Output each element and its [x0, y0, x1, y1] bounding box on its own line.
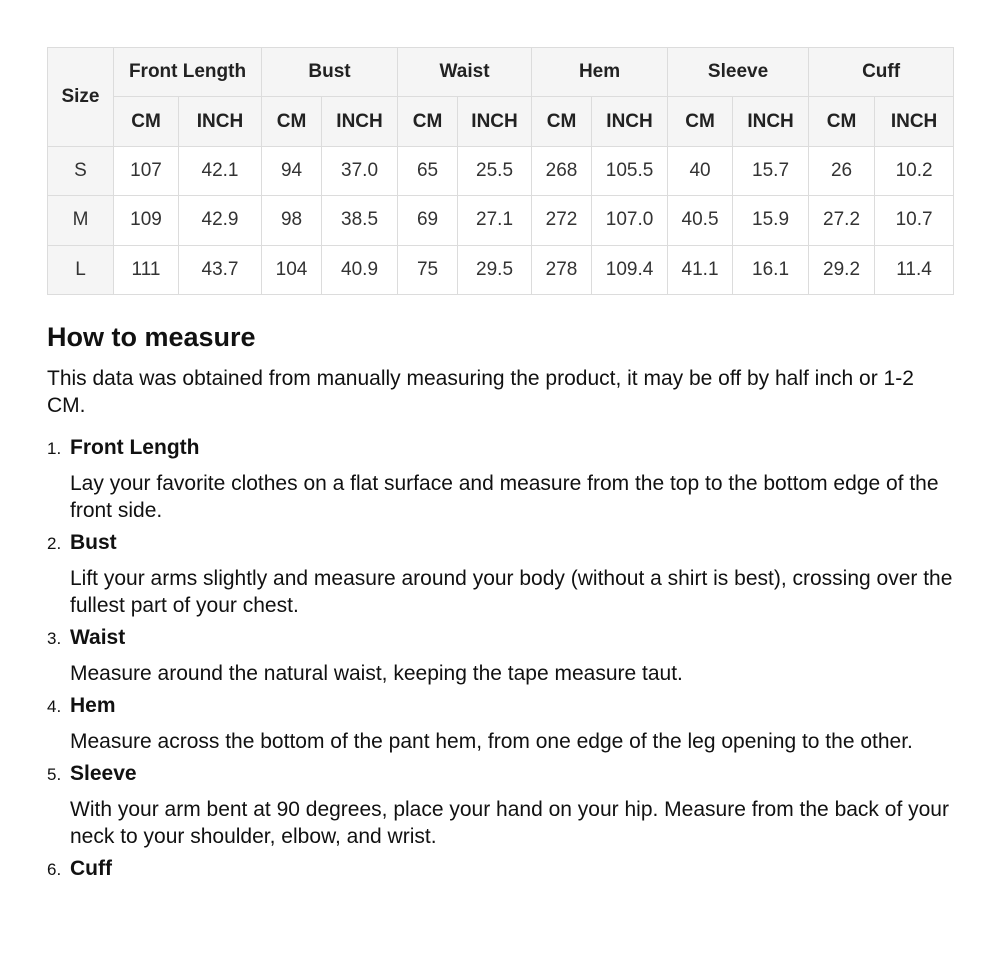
unit-header-cm: CM [668, 97, 733, 147]
step-number: 1. [47, 439, 62, 458]
measurement-cell: 98 [262, 196, 322, 245]
group-header-hem: Hem [532, 48, 668, 97]
table-row [48, 147, 954, 196]
step-number: 6. [47, 860, 62, 879]
measurement-cell: 94 [262, 147, 322, 196]
list-item [47, 857, 957, 891]
step-description: Lay your favorite clothes on a flat surface and measure from the top to the bottom edge of the front side. [70, 472, 939, 522]
list-item [47, 694, 957, 755]
table-header-row-units [48, 97, 954, 147]
measurement-cell: 15.7 [733, 147, 809, 196]
unit-header-inch: INCH [733, 97, 809, 147]
table-header-row-groups [48, 48, 954, 97]
measurement-cell: 29.2 [809, 245, 875, 294]
measurement-cell: 109 [114, 196, 179, 245]
size-label-cell: L [48, 245, 114, 294]
unit-header-cm: CM [262, 97, 322, 147]
step-description: Measure across the bottom of the pant hem, from one edge of the leg opening to the other. [70, 730, 913, 753]
step-title: Cuff [70, 857, 112, 880]
table-row [48, 245, 954, 294]
how-to-measure-title: How to measure [47, 322, 256, 352]
list-item [47, 626, 957, 687]
measurement-cell: 40 [668, 147, 733, 196]
size-column-header: Size [48, 48, 114, 147]
list-item [47, 436, 957, 524]
step-title: Front Length [70, 436, 200, 459]
measurement-cell: 109.4 [592, 245, 668, 294]
group-header-waist: Waist [398, 48, 532, 97]
measurement-cell: 107 [114, 147, 179, 196]
measurement-cell: 268 [532, 147, 592, 196]
measurement-cell: 107.0 [592, 196, 668, 245]
step-number: 2. [47, 534, 62, 553]
step-heading [47, 436, 957, 470]
step-title: Waist [70, 626, 126, 649]
step-title: Sleeve [70, 762, 137, 785]
measurement-cell: 40.9 [322, 245, 398, 294]
unit-header-inch: INCH [179, 97, 262, 147]
measurement-cell: 75 [398, 245, 458, 294]
unit-header-inch: INCH [458, 97, 532, 147]
measurement-cell: 43.7 [179, 245, 262, 294]
measurement-cell: 278 [532, 245, 592, 294]
size-chart-table [47, 47, 954, 295]
measurement-cell: 105.5 [592, 147, 668, 196]
step-title: Hem [70, 694, 116, 717]
measurement-cell: 27.2 [809, 196, 875, 245]
unit-header-inch: INCH [592, 97, 668, 147]
step-description: Measure around the natural waist, keeping the tape measure taut. [70, 662, 683, 685]
measurement-cell: 10.2 [875, 147, 954, 196]
measurement-cell: 42.1 [179, 147, 262, 196]
measurement-cell: 111 [114, 245, 179, 294]
measurement-cell: 65 [398, 147, 458, 196]
measurement-cell: 26 [809, 147, 875, 196]
step-description: With your arm bent at 90 degrees, place your hand on your hip. Measure from the back of your neck to your shoulder, elbow, and wrist. [70, 798, 949, 848]
measurement-steps-list [47, 436, 957, 891]
step-description: Lift your arms slightly and measure around your body (without a shirt is best), crossing over the fullest part of your chest. [70, 567, 953, 617]
step-heading [47, 626, 957, 660]
measurement-cell: 40.5 [668, 196, 733, 245]
step-number: 5. [47, 765, 62, 784]
unit-header-inch: INCH [322, 97, 398, 147]
measurement-cell: 25.5 [458, 147, 532, 196]
measurement-cell: 38.5 [322, 196, 398, 245]
measurement-cell: 37.0 [322, 147, 398, 196]
measurement-cell: 27.1 [458, 196, 532, 245]
measurement-cell: 104 [262, 245, 322, 294]
step-title: Bust [70, 531, 117, 554]
measurement-cell: 69 [398, 196, 458, 245]
measurement-cell: 15.9 [733, 196, 809, 245]
measurement-cell: 42.9 [179, 196, 262, 245]
unit-header-cm: CM [809, 97, 875, 147]
measurement-cell: 41.1 [668, 245, 733, 294]
unit-header-cm: CM [398, 97, 458, 147]
group-header-bust: Bust [262, 48, 398, 97]
measure-intro-text: This data was obtained from manually measuring the product, it may be off by half inch or 1-2 CM. [47, 367, 914, 417]
step-heading [47, 857, 957, 891]
step-heading [47, 531, 957, 565]
unit-header-cm: CM [532, 97, 592, 147]
size-label-cell: S [48, 147, 114, 196]
step-heading [47, 694, 957, 728]
table-row [48, 196, 954, 245]
measurement-cell: 272 [532, 196, 592, 245]
list-item [47, 531, 957, 619]
step-number: 4. [47, 697, 62, 716]
size-label-cell: M [48, 196, 114, 245]
measurement-cell: 29.5 [458, 245, 532, 294]
measurement-cell: 11.4 [875, 245, 954, 294]
list-item [47, 762, 957, 850]
step-heading [47, 762, 957, 796]
unit-header-inch: INCH [875, 97, 954, 147]
group-header-sleeve: Sleeve [668, 48, 809, 97]
step-number: 3. [47, 629, 62, 648]
measurement-cell: 16.1 [733, 245, 809, 294]
measurement-cell: 10.7 [875, 196, 954, 245]
group-header-cuff: Cuff [809, 48, 954, 97]
group-header-front-length: Front Length [114, 48, 262, 97]
unit-header-cm: CM [114, 97, 179, 147]
